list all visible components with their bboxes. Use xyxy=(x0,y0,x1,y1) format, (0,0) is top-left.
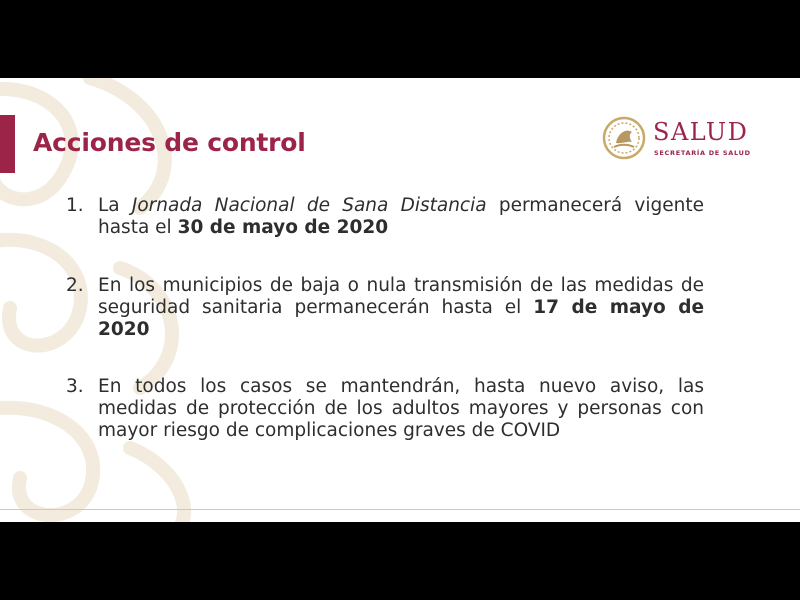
logo-wordmark: SALUD xyxy=(653,118,749,146)
footer-divider xyxy=(0,509,800,510)
item-number: 3. xyxy=(66,376,84,397)
list-item xyxy=(62,195,704,239)
item-text: En los municipios de baja o nula transmisión de las medidas de seguridad sanitaria permanecerán hasta el 17 de mayo de 2020 xyxy=(98,275,704,340)
logo-subtitle: SECRETARÍA DE SALUD xyxy=(654,149,751,157)
item-text: En todos los casos se mantendrán, hasta nuevo aviso, las medidas de protección de los adultos mayores y personas con mayor riesgo de complicaciones graves de COVID xyxy=(98,376,704,441)
item-number: 1. xyxy=(66,195,84,216)
list-item xyxy=(62,275,704,341)
title-accent-bar xyxy=(0,115,15,173)
slide-title: Acciones de control xyxy=(33,128,306,157)
list-item xyxy=(62,376,704,442)
mexican-eagle-seal-icon xyxy=(602,116,646,160)
item-text: La Jornada Nacional de Sana Distancia permanecerá vigente hasta el 30 de mayo de 2020 xyxy=(98,195,704,238)
presentation-slide xyxy=(0,78,800,522)
item-number: 2. xyxy=(66,275,84,296)
salud-logo xyxy=(602,116,772,164)
